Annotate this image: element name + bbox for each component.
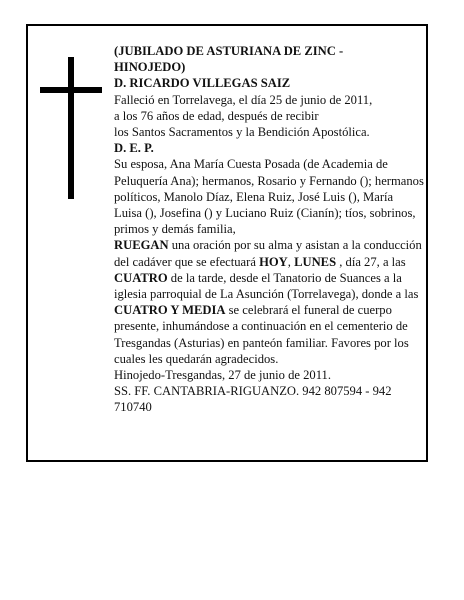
- cuatro-media-word: CUATRO Y MEDIA: [114, 303, 226, 318]
- obituary-notice: [26, 24, 428, 462]
- deceased-name: D. RICARDO VILLEGAS SAIZ: [114, 76, 291, 91]
- request-comma: ,: [287, 254, 295, 269]
- request-text-2: , día 27, a las: [336, 254, 406, 269]
- obituary-text: [114, 43, 424, 416]
- dep-label: D. E. P.: [114, 141, 154, 156]
- place-date: Hinojedo-Tresgandas, 27 de junio de 2011.: [114, 368, 331, 383]
- ruegan-word: RUEGAN: [114, 238, 169, 253]
- death-line-2: a los 76 años de edad, después de recibir: [114, 108, 319, 123]
- family-paragraph: Su esposa, Ana María Cuesta Posada (de Academia de Peluquería Ana); hermanos, Rosario y Fernando (); hermanos políticos, Manolo Díaz, Elena Ruiz, José Luis (), María Luisa (), Josefina () y Luciano Ruiz (Cianín); tíos, sobrinos, primos y demás familia,: [114, 157, 424, 237]
- funeral-home: SS. FF. CANTABRIA-RIGUANZO. 942 807594 - 942 710740: [114, 384, 392, 415]
- request-text-4: se celebrará el funeral de cuerpo presente, inhumándose a continuación en el cementerio de Tresgandas (Asturias) en panteón familiar. Favores por los cuales les quedarán agradecidos.: [114, 303, 409, 366]
- cuatro-word: CUATRO: [114, 270, 168, 285]
- cross-icon: [68, 57, 74, 199]
- hoy-word: HOY: [259, 254, 288, 269]
- header-line-1: (JUBILADO DE ASTURIANA DE ZINC -: [114, 44, 344, 58]
- header-line-2: HINOJEDO): [114, 60, 186, 75]
- death-line-3: los Santos Sacramentos y la Bendición Apostólica.: [114, 125, 370, 140]
- cross-icon-bar: [40, 87, 102, 93]
- lunes-word: LUNES: [294, 254, 337, 269]
- request-paragraph: [114, 237, 424, 367]
- request-text-1: una oración por su alma y asistan a la conducción del cadáver que se efectuará: [114, 238, 422, 269]
- request-text-3: de la tarde, desde el Tanatorio de Suances a la iglesia parroquial de La Asunción (Torrelavega), donde a las: [114, 270, 419, 302]
- death-line-1: Falleció en Torrelavega, el día 25 de junio de 2011,: [114, 92, 373, 107]
